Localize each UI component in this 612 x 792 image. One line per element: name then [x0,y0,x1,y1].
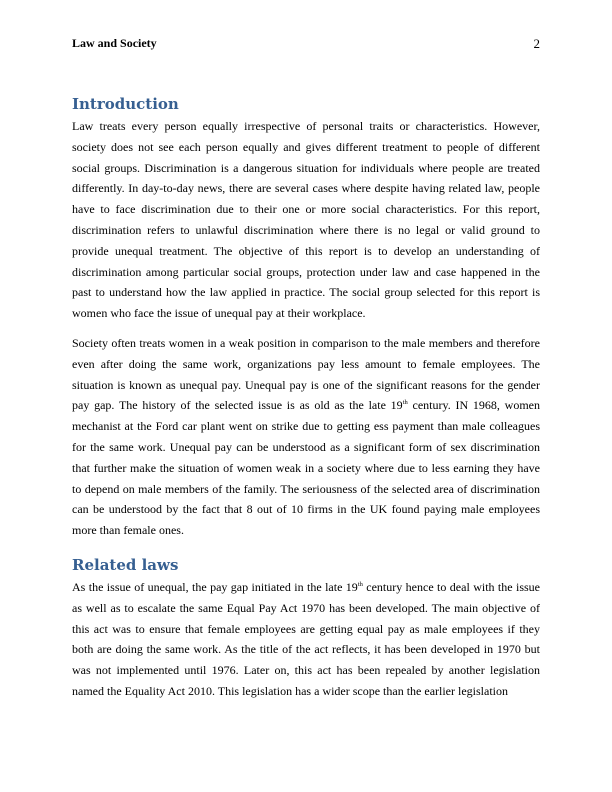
paragraph-text: century. IN 1968, women mechanist at the Ford car plant went on strike due to getting ess payment than male colleagues for the same work. Unequal pay can be understood as a significant form of sex discrimination that further make the situation of women weak in a society where due to less earning they have to depend on male members of the family. The seriousness of the selected area of discrimination can be understood by the fact that 8 out of 10 firms in the UK found paying male employees more than female ones. [72,398,540,538]
introduction-paragraph-2 [72,333,540,541]
document-body [72,92,540,702]
introduction-paragraph-1: Law treats every person equally irrespective of personal traits or characteristics. However, society does not see each person equally and gives different treatment to people of different social groups. Discrimination is a dangerous situation for individuals where people are treated differently. In day-to-day news, there are several cases where despite having related law, people have to face discrimination due to their one or more social characteristics. For this report, discrimination refers to unlawful discrimination where there is no legal or valid ground to provide unequal treatment. The objective of this report is to develop an understanding of discrimination among particular social groups, protection under law and case happened in the past to understand how the law applied in practice. The social group selected for this report is women who face the issue of unequal pay at their workplace. [72,119,540,321]
related-laws-paragraph-1 [72,577,540,702]
ordinal-superscript: th [357,580,363,588]
section-heading-related-laws: Related laws [72,555,179,574]
paragraph-text: As the issue of unequal, the pay gap initiated in the late 19 [72,579,358,594]
page-header [72,36,540,52]
paragraph-text: century hence to deal with the issue as well as to escalate the same Equal Pay Act 1970 has been developed. The main objective of this act was to ensure that female employees are getting equal pay as male employees if they both are doing the same work. As the title of the act reflects, it has been developed in 1970 but was not implemented until 1976. Later on, this act has been repealed by another legislation named the Equality Act 2010. This legislation has a wider scope than the earlier legislation [72,579,540,698]
section-heading-introduction: Introduction [72,95,179,113]
paragraph-text: Society often treats women in a weak position in comparison to the male members and therefore even after doing the same work, organizations pay less amount to female employees. The situation is known as unequal pay. Unequal pay is one of the significant reasons for the gender pay gap. The history of the selected issue is as old as the late 19 [72,335,540,413]
page-number: 2 [533,36,540,51]
running-title: Law and Society [72,36,157,50]
ordinal-superscript: th [402,399,408,407]
